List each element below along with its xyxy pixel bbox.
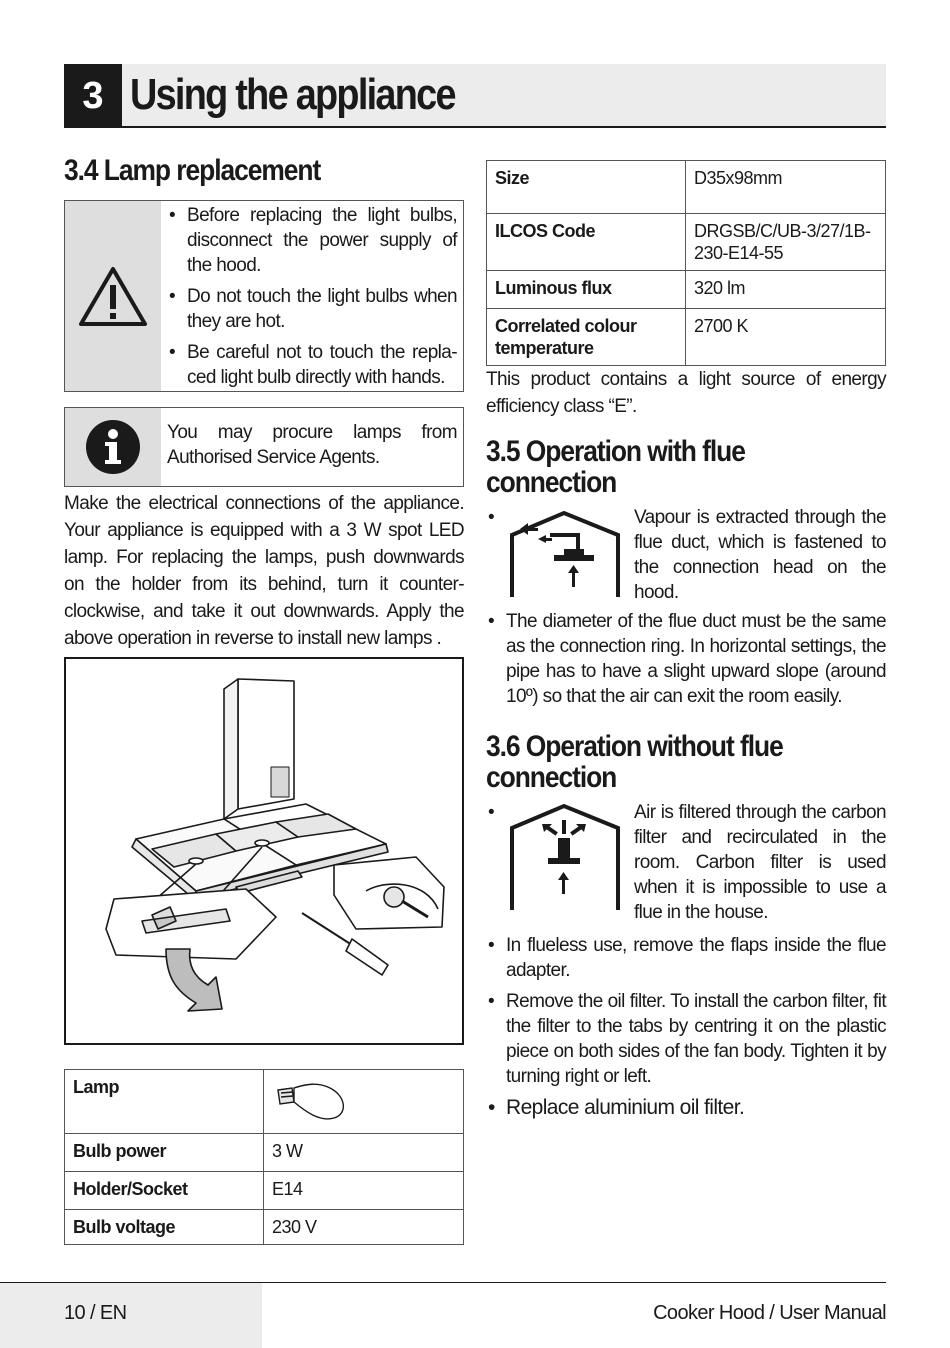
chapter-number: 3 — [64, 64, 122, 128]
table-row — [487, 161, 886, 214]
table-key: Lamp — [65, 1070, 264, 1134]
info-icon — [84, 418, 142, 476]
table-value: E14 — [264, 1172, 464, 1210]
table-key: Luminous flux — [487, 271, 686, 309]
table-value: 230 V — [264, 1210, 464, 1245]
table-value: 320 lm — [686, 271, 886, 309]
warning-box — [64, 200, 464, 392]
warning-item: • Be careful not to touch the repla-ced light bulb directly with hands. — [167, 340, 457, 390]
chapter-title: Using the appliance — [130, 70, 455, 119]
no-flue-bullet: • Replace aluminium oil filter. — [486, 1095, 886, 1120]
table-key: ILCOS Code — [487, 214, 686, 271]
section-title-lamp-replacement: 3.4 Lamp replacement — [64, 154, 321, 187]
table-row — [65, 1172, 464, 1210]
document-title: Cooker Hood / User Manual — [653, 1302, 886, 1324]
no-flue-bullet: • In flueless use, remove the flaps inside the flue adapter. — [486, 933, 886, 983]
recirculation-house-icon — [504, 802, 622, 914]
no-flue-bullet-list: • Air is filtered through the carbon filter and recirculated in the room. Carbon filter is used when it is impossible to use a flue in the house. • In flueless use, remove the flaps inside the flue adapter. • Remove the oil filter. To install the carbon filter, fit the filter to the tabs by centring it on the plastic piece on both sides of the fan body. Tighten it by turning right or left. • Replace aluminium oil filter. — [486, 800, 886, 1126]
warning-list — [167, 203, 457, 390]
footer-band — [0, 1283, 262, 1348]
table-value: 2700 K — [686, 309, 886, 366]
table-key: Correlated colour temperature — [487, 309, 686, 366]
table-key: Bulb voltage — [65, 1210, 264, 1245]
table-key: Holder/Socket — [65, 1172, 264, 1210]
lamp-replacement-figure — [64, 657, 464, 1045]
section-title-no-flue-line1: 3.6 Operation without flue — [486, 730, 783, 763]
footer-divider — [0, 1282, 886, 1283]
table-row — [487, 214, 886, 271]
no-flue-bullet: • Remove the oil filter. To install the carbon filter, fit the filter to the tabs by centring it on the plastic piece on both sides of the fan body. Tighten it by turning right or left. — [486, 989, 886, 1089]
table-row — [65, 1134, 464, 1172]
light-bulb-icon — [272, 1076, 352, 1122]
info-box — [64, 407, 464, 487]
section-title-flue-line2: connection — [486, 466, 617, 499]
table-value: 3 W — [264, 1134, 464, 1172]
table-value — [264, 1070, 464, 1134]
info-icon-panel — [65, 408, 161, 486]
table-row — [65, 1210, 464, 1245]
flue-bullet: Vapour is extracted through the flue duct, which is fastened to the connection head on the hood. — [634, 507, 886, 603]
page-number: 10 / EN — [64, 1302, 127, 1324]
table-key: Size — [487, 161, 686, 214]
table-row — [487, 309, 886, 366]
flue-bullet-list: • Vapour is extracted through the flue duct, which is fastened to the connection head on the hood. • The diameter of the flue duct must be the same as the connection ring. In horizontal settings, the pipe has to have a slight upward slope (around 10º) so that the air can exit the room easily. — [486, 505, 886, 715]
table-row — [65, 1070, 464, 1134]
warning-item: • Before replacing the light bulbs, disconnect the power supply of the hood. — [167, 203, 457, 278]
warning-icon-panel — [65, 201, 161, 391]
section-title-flue-line1: 3.5 Operation with flue — [486, 435, 745, 468]
table-row — [487, 271, 886, 309]
warning-triangle-icon — [78, 265, 148, 327]
energy-class-note: This product contains a light source of energy efficiency class “E”. — [486, 369, 886, 417]
info-text: You may procure lamps from Authorised Service Agents. — [167, 422, 457, 468]
table-value: D35x98mm — [686, 161, 886, 214]
no-flue-bullet: Air is filtered through the carbon filter and recirculated in the room. Carbon filter is used when it is impossible to use a flue in the house. — [634, 802, 886, 923]
lamp-spec-table — [64, 1069, 464, 1245]
section-title-no-flue-line2: connection — [486, 761, 617, 794]
cooker-hood-lamp-replacement-illustration — [66, 659, 462, 1043]
lamp-replacement-body: Make the electrical connections of the appliance. Your appliance is equipped with a 3 W spot LED lamp. For replacing the lamps, push downwards on the holder from its behind, turn it counter-clockwise, and take it out downwards. Apply the above operation in reverse to install new lamps . — [64, 493, 464, 649]
table-key: Bulb power — [65, 1134, 264, 1172]
light-source-table — [486, 160, 886, 366]
flue-extraction-house-icon — [504, 509, 622, 601]
warning-item: • Do not touch the light bulbs when they are hot. — [167, 284, 457, 334]
table-value: DRGSB/C/UB-3/27/1B-230-E14-55 — [686, 214, 886, 271]
flue-bullet: • The diameter of the flue duct must be the same as the connection ring. In horizontal settings, the pipe has to have a slight upward slope (around 10º) so that the air can exit the room easily. — [486, 609, 886, 709]
